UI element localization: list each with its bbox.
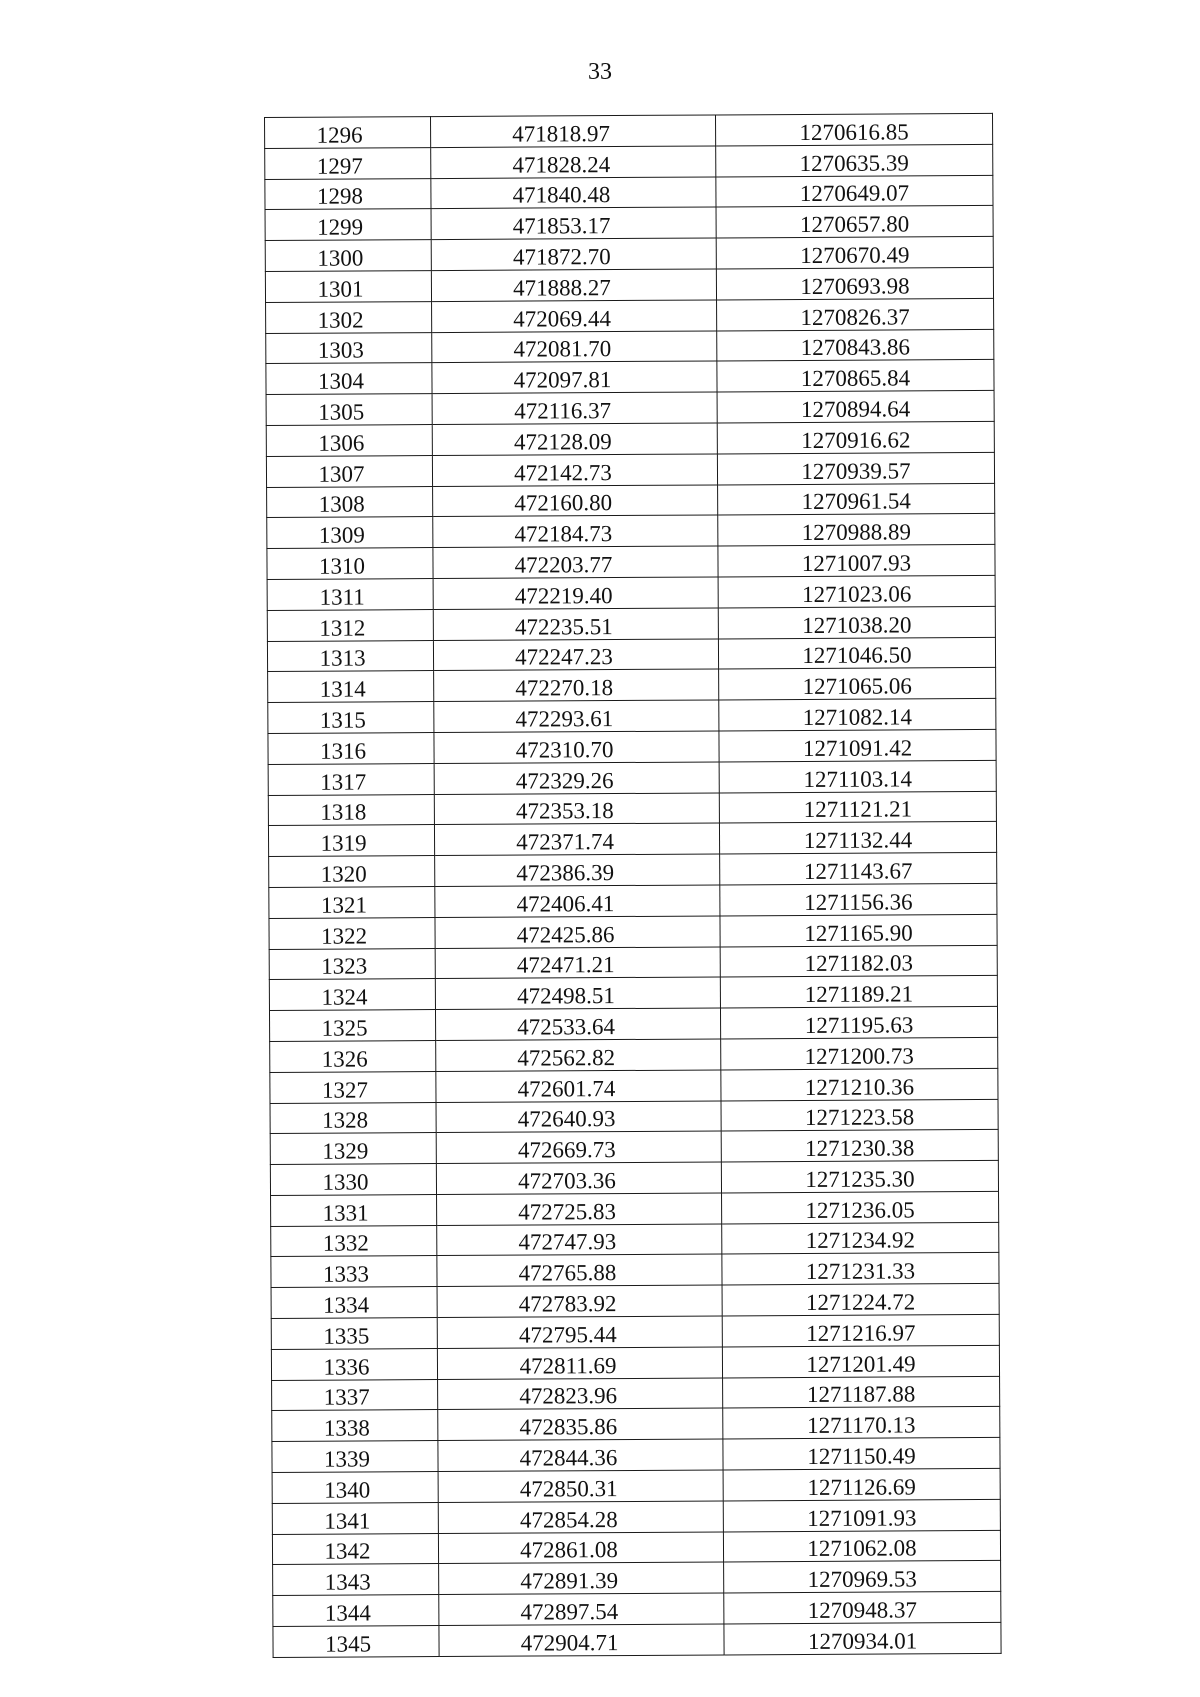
x-coordinate-cell: 472160.80 — [433, 485, 718, 517]
point-number-cell: 1329 — [270, 1133, 436, 1165]
x-coordinate-cell: 472823.96 — [438, 1378, 723, 1410]
x-coordinate-cell: 472329.26 — [434, 762, 719, 794]
point-number-cell: 1303 — [266, 332, 432, 364]
point-number-cell: 1300 — [265, 240, 431, 272]
table-row — [271, 1191, 999, 1226]
point-number-cell: 1299 — [265, 209, 431, 241]
point-number-cell: 1302 — [266, 301, 432, 333]
point-number-cell: 1312 — [267, 609, 433, 641]
point-number-cell: 1323 — [269, 948, 435, 980]
x-coordinate-cell: 472471.21 — [435, 946, 720, 978]
table-row — [266, 360, 994, 395]
table-row — [269, 945, 997, 980]
point-number-cell: 1333 — [271, 1256, 437, 1288]
x-coordinate-cell: 471828.24 — [431, 146, 716, 178]
point-number-cell: 1306 — [266, 425, 432, 457]
point-number-cell: 1325 — [269, 1010, 435, 1042]
y-coordinate-cell: 1271210.36 — [721, 1068, 998, 1100]
x-coordinate-cell: 472861.08 — [438, 1532, 723, 1564]
table-row — [269, 976, 997, 1011]
point-number-cell: 1309 — [267, 517, 433, 549]
point-number-cell: 1340 — [272, 1472, 438, 1504]
point-number-cell: 1296 — [265, 117, 431, 149]
point-number-cell: 1330 — [270, 1164, 436, 1196]
table-row — [265, 175, 993, 210]
coordinates-table — [264, 113, 1002, 1658]
y-coordinate-cell: 1270939.57 — [717, 452, 994, 484]
x-coordinate-cell: 472844.36 — [438, 1439, 723, 1471]
y-coordinate-cell: 1271236.05 — [722, 1191, 999, 1223]
x-coordinate-cell: 472406.41 — [435, 885, 720, 917]
point-number-cell: 1320 — [269, 856, 435, 888]
y-coordinate-cell: 1270969.53 — [724, 1561, 1001, 1593]
x-coordinate-cell: 472640.93 — [436, 1100, 721, 1132]
x-coordinate-cell: 472703.36 — [436, 1162, 721, 1194]
table-row — [272, 1499, 1000, 1534]
table-row — [270, 1037, 998, 1072]
x-coordinate-cell: 472533.64 — [435, 1008, 720, 1040]
y-coordinate-cell: 1271023.06 — [718, 575, 995, 607]
point-number-cell: 1310 — [267, 548, 433, 580]
table-row — [266, 452, 994, 487]
y-coordinate-cell: 1271038.20 — [718, 606, 995, 638]
point-number-cell: 1334 — [271, 1287, 437, 1319]
table-row — [265, 113, 993, 148]
table-row — [268, 822, 996, 857]
table-row — [267, 483, 995, 518]
x-coordinate-cell: 472795.44 — [437, 1316, 722, 1348]
y-coordinate-cell: 1271103.14 — [719, 760, 996, 792]
x-coordinate-cell: 472371.74 — [434, 823, 719, 855]
y-coordinate-cell: 1271062.08 — [723, 1530, 1000, 1562]
x-coordinate-cell: 472854.28 — [438, 1501, 723, 1533]
y-coordinate-cell: 1271234.92 — [722, 1222, 999, 1254]
x-coordinate-cell: 472203.77 — [433, 546, 718, 578]
x-coordinate-cell: 472669.73 — [436, 1131, 721, 1163]
x-coordinate-cell: 472235.51 — [433, 608, 718, 640]
point-number-cell: 1332 — [271, 1225, 437, 1257]
y-coordinate-cell: 1271223.58 — [721, 1099, 998, 1131]
y-coordinate-cell: 1271046.50 — [718, 637, 995, 669]
y-coordinate-cell: 1270934.01 — [724, 1622, 1001, 1654]
y-coordinate-cell: 1271195.63 — [720, 1007, 997, 1039]
y-coordinate-cell: 1271200.73 — [721, 1037, 998, 1069]
point-number-cell: 1324 — [269, 979, 435, 1011]
page-number: 33 — [588, 59, 612, 85]
x-coordinate-cell: 472897.54 — [439, 1593, 724, 1625]
x-coordinate-cell: 472811.69 — [437, 1347, 722, 1379]
point-number-cell: 1326 — [270, 1040, 436, 1072]
y-coordinate-cell: 1271235.30 — [721, 1161, 998, 1193]
x-coordinate-cell: 472184.73 — [433, 515, 718, 547]
y-coordinate-cell: 1271182.03 — [720, 945, 997, 977]
x-coordinate-cell: 471840.48 — [431, 177, 716, 209]
table-row — [272, 1530, 1000, 1565]
y-coordinate-cell: 1270657.80 — [716, 206, 993, 238]
point-number-cell: 1343 — [273, 1564, 439, 1596]
table-row — [269, 914, 997, 949]
y-coordinate-cell: 1271091.93 — [723, 1499, 1000, 1531]
point-number-cell: 1297 — [265, 147, 431, 179]
x-coordinate-cell: 472081.70 — [432, 331, 717, 363]
table-row — [273, 1592, 1001, 1627]
x-coordinate-cell: 472247.23 — [433, 639, 718, 671]
x-coordinate-cell: 471888.27 — [431, 269, 716, 301]
point-number-cell: 1341 — [272, 1502, 438, 1534]
table-row — [270, 1161, 998, 1196]
point-number-cell: 1316 — [268, 732, 434, 764]
y-coordinate-cell: 1271156.36 — [720, 883, 997, 915]
table-row — [273, 1561, 1001, 1596]
y-coordinate-cell: 1270865.84 — [717, 360, 994, 392]
y-coordinate-cell: 1271187.88 — [723, 1376, 1000, 1408]
y-coordinate-cell: 1271189.21 — [720, 976, 997, 1008]
y-coordinate-cell: 1271065.06 — [719, 668, 996, 700]
y-coordinate-cell: 1270693.98 — [716, 267, 993, 299]
table-row — [272, 1376, 1000, 1411]
table-row — [268, 760, 996, 795]
table-row — [269, 853, 997, 888]
table-row — [267, 514, 995, 549]
table-row — [270, 1130, 998, 1165]
y-coordinate-cell: 1270649.07 — [716, 175, 993, 207]
table-row — [270, 1068, 998, 1103]
table-row — [271, 1284, 999, 1319]
table-row — [268, 668, 996, 703]
point-number-cell: 1315 — [268, 702, 434, 734]
table-row — [270, 1099, 998, 1134]
point-number-cell: 1319 — [268, 825, 434, 857]
table-row — [271, 1253, 999, 1288]
y-coordinate-cell: 1270916.62 — [717, 421, 994, 453]
point-number-cell: 1338 — [272, 1410, 438, 1442]
table-row — [272, 1468, 1000, 1503]
x-coordinate-cell: 472835.86 — [438, 1408, 723, 1440]
point-number-cell: 1305 — [266, 394, 432, 426]
y-coordinate-cell: 1271007.93 — [718, 545, 995, 577]
table-row — [265, 206, 993, 241]
x-coordinate-cell: 472116.37 — [432, 392, 717, 424]
y-coordinate-cell: 1270826.37 — [717, 298, 994, 330]
x-coordinate-cell: 472353.18 — [434, 792, 719, 824]
table-row — [269, 883, 997, 918]
point-number-cell: 1344 — [273, 1595, 439, 1627]
x-coordinate-cell: 471872.70 — [431, 238, 716, 270]
x-coordinate-cell: 472601.74 — [436, 1070, 721, 1102]
point-number-cell: 1321 — [269, 886, 435, 918]
x-coordinate-cell: 472386.39 — [435, 854, 720, 886]
point-number-cell: 1318 — [268, 794, 434, 826]
table-row — [265, 237, 993, 272]
table-row — [272, 1407, 1000, 1442]
table-row — [266, 298, 994, 333]
table-row — [273, 1622, 1001, 1657]
table-row — [266, 391, 994, 426]
x-coordinate-cell: 472850.31 — [438, 1470, 723, 1502]
point-number-cell: 1313 — [267, 640, 433, 672]
point-number-cell: 1336 — [271, 1348, 437, 1380]
x-coordinate-cell: 472310.70 — [434, 731, 719, 763]
point-number-cell: 1335 — [271, 1318, 437, 1350]
y-coordinate-cell: 1270988.89 — [718, 514, 995, 546]
x-coordinate-cell: 472097.81 — [432, 361, 717, 393]
point-number-cell: 1314 — [268, 671, 434, 703]
point-number-cell: 1322 — [269, 917, 435, 949]
x-coordinate-cell: 472498.51 — [435, 977, 720, 1009]
x-coordinate-cell: 472069.44 — [432, 300, 717, 332]
x-coordinate-cell: 472783.92 — [437, 1285, 722, 1317]
point-number-cell: 1304 — [266, 363, 432, 395]
point-number-cell: 1339 — [272, 1441, 438, 1473]
table-row — [265, 267, 993, 302]
y-coordinate-cell: 1271132.44 — [719, 822, 996, 854]
table-row — [266, 329, 994, 364]
x-coordinate-cell: 472142.73 — [432, 454, 717, 486]
x-coordinate-cell: 472425.86 — [435, 916, 720, 948]
x-coordinate-cell: 472725.83 — [437, 1193, 722, 1225]
point-number-cell: 1345 — [273, 1626, 439, 1658]
x-coordinate-cell: 472891.39 — [439, 1562, 724, 1594]
point-number-cell: 1327 — [270, 1071, 436, 1103]
y-coordinate-cell: 1271170.13 — [723, 1407, 1000, 1439]
y-coordinate-cell: 1270670.49 — [716, 237, 993, 269]
y-coordinate-cell: 1270961.54 — [718, 483, 995, 515]
y-coordinate-cell: 1270616.85 — [715, 113, 992, 145]
y-coordinate-cell: 1271121.21 — [719, 791, 996, 823]
coordinates-table-body — [265, 113, 1002, 1657]
y-coordinate-cell: 1271224.72 — [722, 1284, 999, 1316]
y-coordinate-cell: 1271091.42 — [719, 729, 996, 761]
y-coordinate-cell: 1270948.37 — [724, 1592, 1001, 1624]
x-coordinate-cell: 472747.93 — [437, 1224, 722, 1256]
y-coordinate-cell: 1271143.67 — [720, 853, 997, 885]
table-row — [267, 575, 995, 610]
table-row — [271, 1345, 999, 1380]
table-row — [267, 606, 995, 641]
table-row — [265, 144, 993, 179]
y-coordinate-cell: 1271126.69 — [723, 1468, 1000, 1500]
y-coordinate-cell: 1271231.33 — [722, 1253, 999, 1285]
table-row — [268, 699, 996, 734]
x-coordinate-cell: 472293.61 — [434, 700, 719, 732]
point-number-cell: 1311 — [267, 579, 433, 611]
y-coordinate-cell: 1270635.39 — [716, 144, 993, 176]
point-number-cell: 1328 — [270, 1102, 436, 1134]
y-coordinate-cell: 1271216.97 — [722, 1314, 999, 1346]
point-number-cell: 1307 — [266, 455, 432, 487]
y-coordinate-cell: 1270894.64 — [717, 391, 994, 423]
x-coordinate-cell: 471853.17 — [431, 207, 716, 239]
point-number-cell: 1301 — [265, 271, 431, 303]
x-coordinate-cell: 472904.71 — [439, 1624, 724, 1656]
y-coordinate-cell: 1271201.49 — [722, 1345, 999, 1377]
y-coordinate-cell: 1271150.49 — [723, 1438, 1000, 1470]
point-number-cell: 1342 — [272, 1533, 438, 1565]
y-coordinate-cell: 1271230.38 — [721, 1130, 998, 1162]
y-coordinate-cell: 1271082.14 — [719, 699, 996, 731]
table-row — [271, 1222, 999, 1257]
point-number-cell: 1331 — [271, 1194, 437, 1226]
y-coordinate-cell: 1271165.90 — [720, 914, 997, 946]
point-number-cell: 1308 — [267, 486, 433, 518]
x-coordinate-cell: 472128.09 — [432, 423, 717, 455]
table-row — [271, 1314, 999, 1349]
x-coordinate-cell: 472562.82 — [436, 1039, 721, 1071]
x-coordinate-cell: 471818.97 — [431, 115, 716, 147]
point-number-cell: 1298 — [265, 178, 431, 210]
y-coordinate-cell: 1270843.86 — [717, 329, 994, 361]
table-row — [266, 421, 994, 456]
table-row — [267, 545, 995, 580]
table-row — [269, 1007, 997, 1042]
table-row — [272, 1438, 1000, 1473]
point-number-cell: 1317 — [268, 763, 434, 795]
x-coordinate-cell: 472765.88 — [437, 1254, 722, 1286]
x-coordinate-cell: 472219.40 — [433, 577, 718, 609]
point-number-cell: 1337 — [272, 1379, 438, 1411]
table-row — [268, 791, 996, 826]
table-row — [268, 729, 996, 764]
table-row — [267, 637, 995, 672]
x-coordinate-cell: 472270.18 — [434, 669, 719, 701]
